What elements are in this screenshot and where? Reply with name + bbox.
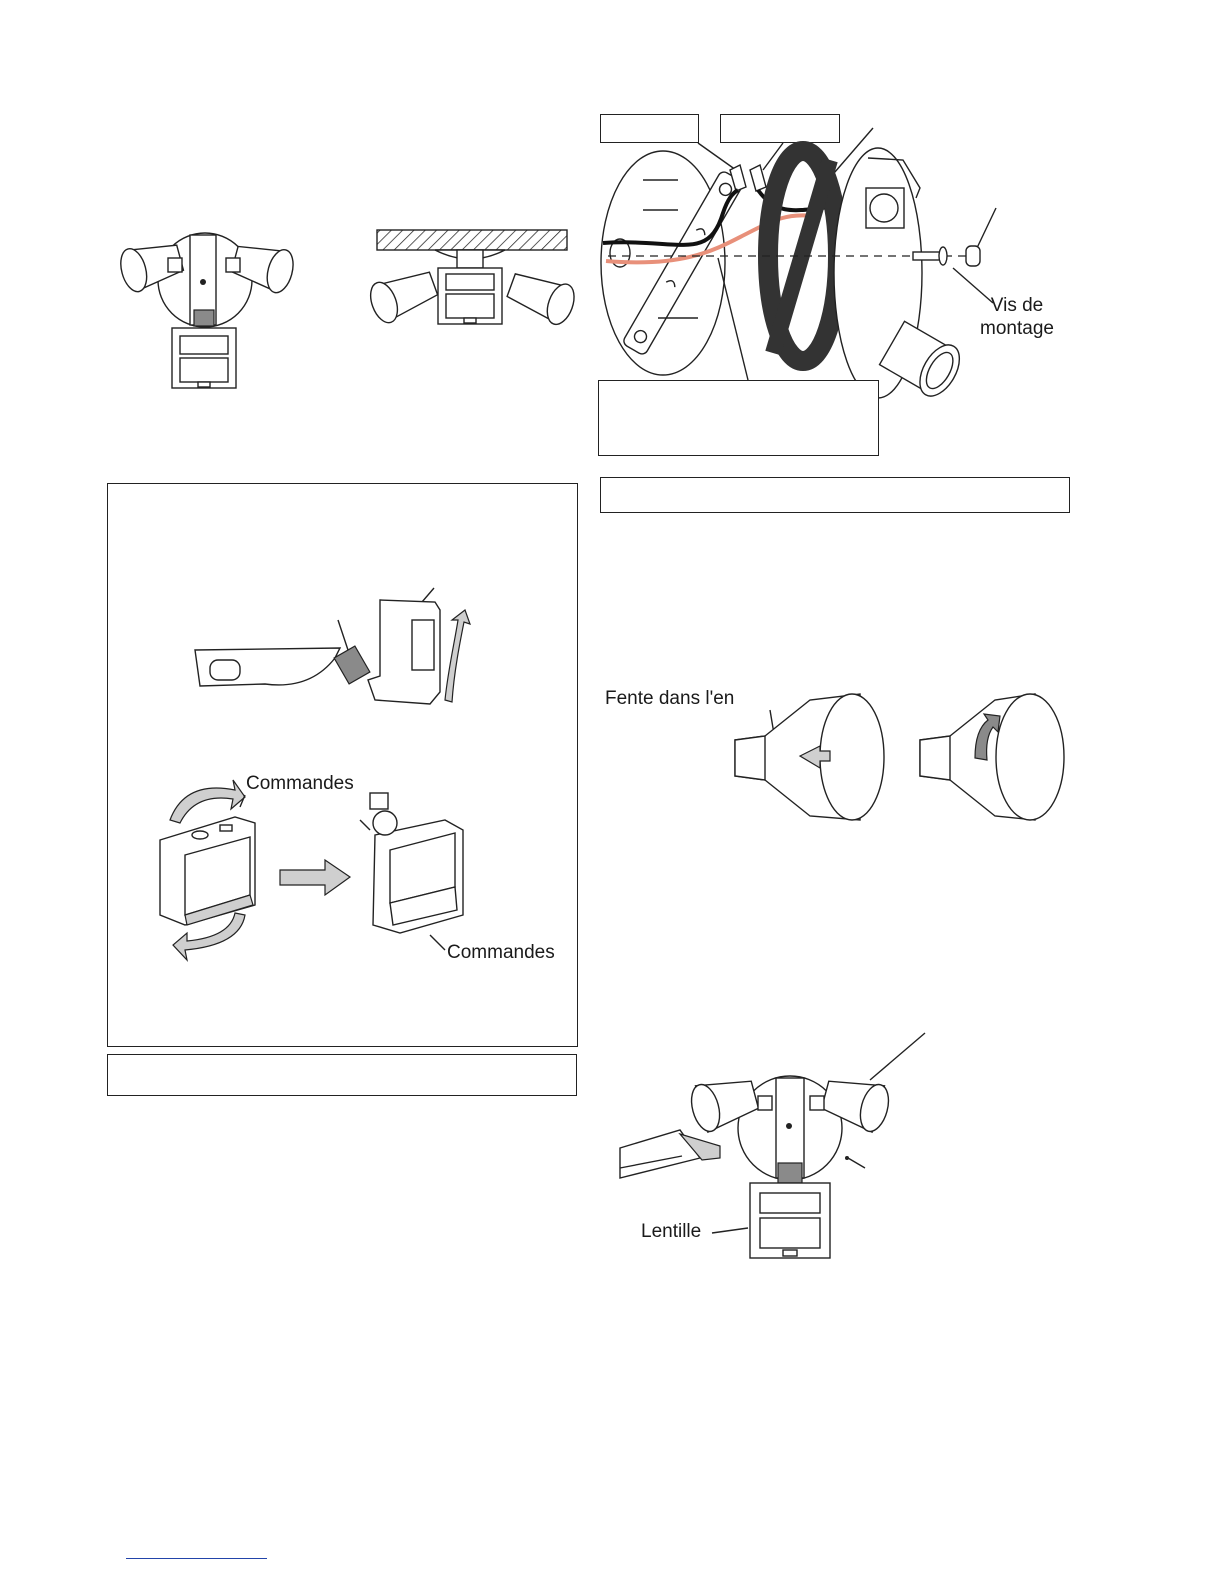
junction-box-wiring-illustration	[598, 118, 1068, 418]
slot-label: Fente dans l'en	[605, 688, 735, 709]
controls-label-bottom: Commandes	[447, 942, 555, 963]
sensor-tilt-illustration	[190, 580, 490, 720]
lamp-shield-illustration	[720, 688, 1080, 828]
sensor-rotation-illustration	[145, 775, 485, 965]
wiring-note-box	[598, 380, 879, 456]
section-header-box-left	[107, 1054, 577, 1096]
controls-label-top: Commandes	[246, 773, 354, 794]
section-header-box-right	[600, 477, 1070, 513]
footer-link-underline[interactable]	[126, 1558, 267, 1559]
mounting-screw-label: Vis de montage	[980, 295, 1054, 339]
floodlight-eave-mount-illustration	[365, 222, 575, 342]
floodlight-wall-mount-illustration	[110, 220, 310, 400]
lens-label: Lentille	[641, 1221, 702, 1242]
